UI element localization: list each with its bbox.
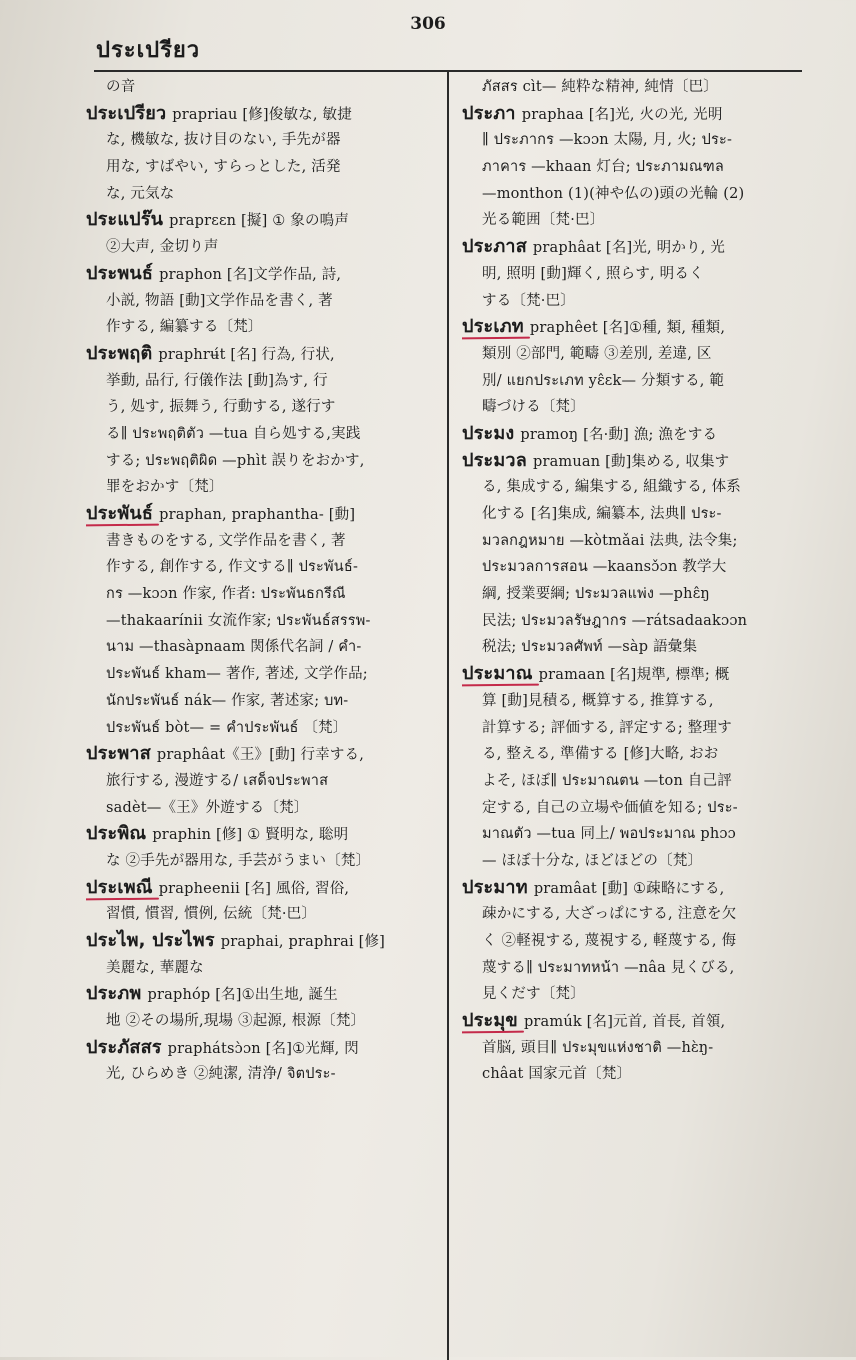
entry-continuation-line: [86, 715, 438, 742]
dictionary-entry-line: [86, 928, 438, 955]
entry-continuation-line: [462, 821, 810, 848]
entry-text: 明, 照明 [動]輝く, 照らす, 明るく: [482, 265, 704, 282]
entry-continuation-line: [462, 474, 810, 501]
entry-text: ภาคาร —khaan 灯台; ประภามณฑล: [482, 159, 724, 176]
entry-text: 疇づける〔梵〕: [482, 399, 585, 416]
headword: ประพิณ: [86, 823, 147, 845]
headword: ประภัสสร: [86, 1036, 162, 1058]
entry-text: 蔑する∥ ประมาทหน้า —nâa 見くびる,: [482, 959, 735, 976]
entry-text: の音: [106, 79, 136, 95]
entry-continuation-line: [462, 981, 810, 1008]
entry-continuation-line: [86, 474, 438, 501]
entry-continuation-line: [462, 715, 810, 742]
entry-continuation-line: [86, 581, 438, 608]
entry-text: 民法; ประมวลรัษฎากร —rátsadaakɔɔn: [482, 612, 748, 629]
entry-text: 小説, 物語 [動]文学作品を書く, 著: [106, 292, 333, 309]
entry-continuation-line: [86, 448, 438, 475]
entry-continuation-line: [462, 1035, 810, 1062]
entry-text: pramuan [動]集める, 収集す: [532, 453, 730, 470]
entry-text: มวลกฎหมาย —kòtmǎai 法典, 法令集;: [482, 532, 738, 549]
dictionary-entry-line: [462, 1008, 810, 1035]
dictionary-entry-line: [86, 101, 438, 128]
entry-text: praphan, praphantha- [動]: [159, 507, 356, 523]
entry-continuation-line: [462, 261, 810, 288]
entry-continuation-line: [86, 901, 438, 928]
entry-text: 書きものをする, 文学作品を書く, 著: [106, 532, 346, 549]
entry-continuation-line: [86, 368, 438, 395]
entry-continuation-line: [86, 314, 438, 341]
entry-continuation-line: [462, 501, 810, 528]
entry-text: 作する, 編纂する〔梵〕: [106, 319, 263, 336]
entry-text: pramaan [名]規準, 標準; 概: [538, 667, 730, 684]
headword: ประมวล: [462, 449, 527, 471]
entry-text: prapheenii [名] 風俗, 習俗,: [158, 880, 350, 897]
entry-continuation-line: [86, 74, 438, 101]
right-column: [462, 74, 810, 1088]
entry-continuation-line: [462, 955, 810, 982]
headword: ประมุข: [462, 1010, 518, 1032]
headword: ประมาณ: [462, 663, 533, 685]
entry-continuation-line: [462, 154, 810, 181]
entry-text: praphâat《王》[動] 行幸する,: [156, 747, 365, 764]
entry-text: る, 集成する, 編集する, 組織する, 体系: [482, 479, 741, 496]
entry-text: 別/ แยกประเภท yɛ̂ɛk— 分類する, 範: [482, 372, 725, 389]
entry-continuation-line: [462, 368, 810, 395]
entry-text: ประมวลการสอน —kaansɔ̌ɔn 教学大: [482, 559, 727, 576]
entry-continuation-line: [462, 341, 810, 368]
entry-continuation-line: [86, 288, 438, 315]
headword: ประแปร๊น: [86, 209, 164, 231]
entry-text: pramúk [名]元首, 首長, 首領,: [523, 1014, 726, 1031]
entry-continuation-line: [86, 127, 438, 154]
entry-continuation-line: [462, 554, 810, 581]
entry-text: 類別 ②部門, 範疇 ③差別, 差違, 区: [482, 345, 712, 362]
dictionary-entry-line: [462, 448, 810, 475]
entry-text: ∥ ประภากร —kɔɔn 太陽, 月, 火; ประ-: [482, 132, 733, 149]
dictionary-entry-line: [462, 234, 810, 261]
entry-continuation-line: [462, 207, 810, 234]
entry-continuation-line: [462, 741, 810, 768]
entry-continuation-line: [86, 1008, 438, 1035]
entry-continuation-line: [462, 848, 810, 875]
entry-text: châat 国家元首〔梵〕: [482, 1066, 632, 1083]
dictionary-entry-line: [462, 314, 810, 341]
entry-text: 美麗な, 華麗な: [106, 959, 204, 976]
entry-continuation-line: [462, 127, 810, 154]
entry-text: pramâat [動] ①疎略にする,: [533, 880, 725, 897]
entry-continuation-line: [462, 528, 810, 555]
entry-continuation-line: [462, 181, 810, 208]
entry-continuation-line: [462, 394, 810, 421]
entry-text: มาณตัว —tua 同上/ พอประมาณ phɔɔ: [482, 826, 737, 843]
entry-text: praphai, praphrai [修]: [220, 934, 386, 950]
entry-text: 習慣, 慣習, 慣例, 伝統〔梵·巴〕: [106, 906, 317, 923]
entry-text: praphâat [名]光, 明かり, 光: [532, 240, 726, 257]
entry-text: 化する [名]集成, 編纂本, 法典∥ ประ-: [482, 506, 722, 522]
entry-text: な, 機敏な, 抜け目のない, 手先が器: [106, 132, 341, 149]
entry-continuation-line: [462, 1061, 810, 1088]
entry-continuation-line: [86, 608, 438, 635]
entry-text: ประพันธ์ kham— 著作, 著述, 文学作品;: [106, 666, 368, 683]
entry-continuation-line: [462, 288, 810, 315]
entry-text: praphon [名]文学作品, 詩,: [159, 266, 342, 283]
dictionary-entry-line: [462, 661, 810, 688]
entry-continuation-line: [86, 848, 438, 875]
entry-text: 税法; ประมวลศัพท์ —sàp 語彙集: [482, 639, 698, 656]
entry-text: する; ประพฤติผิด —phìt 誤りをおかす,: [106, 452, 365, 469]
entry-text: 首脳, 頭目∥ ประมุขแห่งชาติ —hɛ̀ŋ-: [482, 1039, 714, 1056]
entry-continuation-line: [462, 901, 810, 928]
entry-continuation-line: [86, 661, 438, 688]
entry-text: 見くだす〔梵〕: [482, 986, 585, 1003]
entry-text: な ②手先が器用な, 手芸がうまい〔梵〕: [106, 852, 371, 869]
headword: ประมง: [462, 422, 515, 444]
entry-continuation-line: [86, 634, 438, 661]
dictionary-entry-line: [86, 207, 438, 234]
entry-continuation-line: [86, 955, 438, 982]
dictionary-entry-line: [462, 421, 810, 448]
running-head: ประเปรียว: [96, 37, 201, 63]
entry-text: ②大声, 金切り声: [106, 239, 219, 256]
page-number: 306: [410, 14, 446, 34]
headword: ประเปรียว: [86, 102, 167, 124]
entry-continuation-line: [86, 234, 438, 261]
dictionary-entry-line: [86, 981, 438, 1008]
entry-text: นักประพันธ์ nák— 作家, 著述家; บท-: [106, 692, 349, 709]
dictionary-entry-line: [86, 501, 438, 528]
entry-text: pramoŋ [名·動] 漁; 漁をする: [520, 426, 718, 443]
entry-continuation-line: [462, 581, 810, 608]
headword: ประภาส: [462, 236, 527, 258]
entry-text: 算 [動]見積る, 概算する, 推算する,: [482, 692, 714, 709]
entry-text: 光, ひらめき ②純潔, 清浄/ จิตประ-: [106, 1066, 336, 1083]
headword: ประเพณี: [86, 876, 153, 898]
entry-continuation-line: [462, 634, 810, 661]
entry-text: 罪をおかす〔梵〕: [106, 479, 224, 496]
entry-continuation-line: [462, 688, 810, 715]
dictionary-entry-line: [86, 821, 438, 848]
entry-text: praphin [修] ① 賢明な, 聡明: [152, 827, 349, 844]
entry-text: — ほぼ十分な, ほどほどの〔梵〕: [482, 852, 703, 869]
entry-text: praphóp [名]①出生地, 誕生: [147, 987, 338, 1004]
entry-text: praphêet [名]①種, 類, 種類,: [529, 320, 726, 337]
entry-continuation-line: [86, 688, 438, 715]
entry-text: 地 ②その場所,現場 ③起源, 根源〔梵〕: [106, 1013, 366, 1030]
entry-continuation-line: [86, 181, 438, 208]
entry-text: นาม —thasàpnaam 関係代名詞 / คำ-: [106, 639, 362, 656]
headword: ประภา: [462, 102, 516, 124]
headword: ประภพ: [86, 983, 142, 1005]
entry-text: 挙動, 品行, 行儀作法 [動]為す, 行: [106, 372, 328, 389]
entry-continuation-line: [462, 608, 810, 635]
entry-text: る∥ ประพฤติตัว —tua 自ら処する,実践: [106, 425, 361, 442]
entry-text: 疎かにする, 大ざっぱにする, 注意を欠: [482, 906, 737, 923]
entry-continuation-line: [86, 154, 438, 181]
entry-text: く ②軽視する, 蔑視する, 軽蔑する, 侮: [482, 933, 737, 949]
entry-continuation-line: [86, 421, 438, 448]
entry-text: —monthon (1)(神や仏の)頭の光輪 (2): [482, 185, 745, 202]
entry-text: praprɛɛn [擬] ① 象の鳴声: [169, 213, 350, 230]
headword: ประมาท: [462, 876, 528, 898]
headword: ประไพ, ประไพร: [86, 930, 215, 951]
entry-text: 光る範囲〔梵·巴〕: [482, 212, 605, 229]
dictionary-entry-line: [86, 875, 438, 902]
entry-continuation-line: [462, 74, 810, 101]
headword: ประพฤติ: [86, 342, 153, 364]
entry-text: る, 整える, 準備する [修]大略, おお: [482, 746, 719, 763]
entry-text: 綱, 授業要綱; ประมวลแพ่ง —phɛ̂ŋ: [482, 586, 710, 603]
entry-text: กร —kɔɔn 作家, 作者: ประพันธกรีณี: [106, 586, 346, 603]
headword: ประพันธ์: [86, 503, 154, 524]
entry-text: praphátsɔ̀ɔn [名]①光輝, 閃: [167, 1040, 359, 1057]
column-divider: [447, 70, 449, 1360]
entry-text: 作する, 創作する, 作文する∥ ประพันธ์-: [106, 559, 359, 576]
entry-text: praphrʉ́t [名] 行為, 行状,: [158, 346, 335, 363]
entry-text: —thakaarínii 女流作家; ประพันธ์สรรพ-: [106, 612, 371, 629]
entry-text: 用な, すばやい, すらっとした, 活発: [106, 159, 341, 176]
entry-continuation-line: [86, 554, 438, 581]
dictionary-entry-line: [86, 261, 438, 288]
entry-continuation-line: [86, 1061, 438, 1088]
entry-continuation-line: [462, 768, 810, 795]
left-column: [86, 74, 438, 1088]
entry-text: prapriau [修]俊敏な, 敏捷: [172, 106, 352, 123]
entry-text: する〔梵·巴〕: [482, 292, 576, 309]
dictionary-entry-line: [462, 875, 810, 902]
entry-text: 計算する; 評価する, 評定する; 整理す: [482, 719, 732, 736]
headword: ประพนธ์: [86, 262, 154, 284]
entry-continuation-line: [462, 928, 810, 955]
entry-text: praphaa [名]光, 火の光, 光明: [521, 106, 723, 123]
dictionary-entry-line: [86, 341, 438, 368]
entry-text: よそ, ほぼ∥ ประมาณตน —ton 自己評: [482, 772, 732, 789]
entry-text: 定する, 自己の立場や価値を知る; ประ-: [482, 799, 738, 816]
entry-continuation-line: [86, 394, 438, 421]
entry-text: sadèt—《王》外遊する〔梵〕: [106, 799, 309, 816]
entry-continuation-line: [86, 528, 438, 555]
headword: ประพาส: [86, 743, 151, 765]
entry-text: 旅行する, 漫遊する/ เสด็จประพาส: [106, 772, 329, 789]
headword: ประเภท: [462, 316, 524, 338]
dictionary-entry-line: [462, 101, 810, 128]
entry-continuation-line: [86, 768, 438, 795]
dictionary-entry-line: [86, 741, 438, 768]
entry-continuation-line: [86, 795, 438, 822]
entry-text: う, 処す, 振舞う, 行動する, 遂行す: [106, 399, 336, 416]
dictionary-entry-line: [86, 1035, 438, 1062]
entry-text: ประพันธ์ bòt— = คำประพันธ์ 〔梵〕: [106, 719, 348, 736]
entry-text: な, 元気な: [106, 185, 175, 202]
entry-continuation-line: [462, 795, 810, 822]
entry-text: ภัสสร cìt— 純粋な精神, 純情〔巴〕: [482, 79, 718, 95]
